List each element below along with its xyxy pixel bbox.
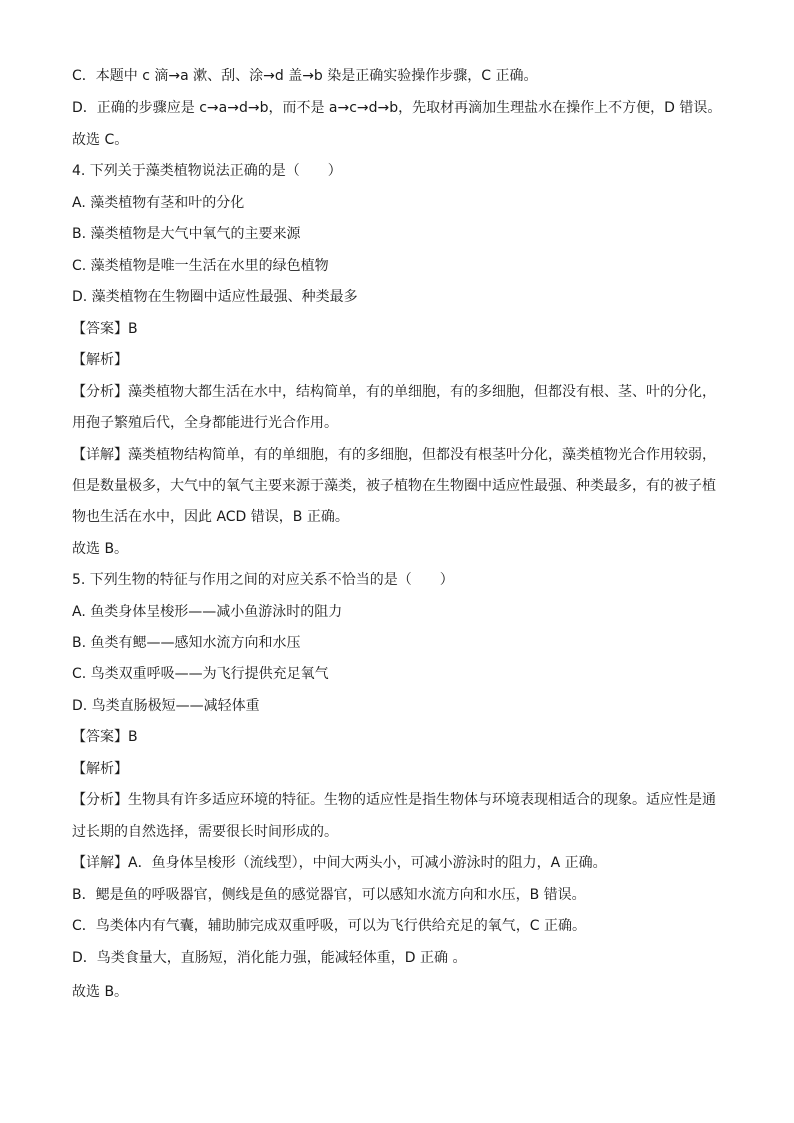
question-4-option-d: D. 藻类植物在生物圈中适应性最强、种类最多 [72, 289, 358, 305]
question-4-option-c: C. 藻类植物是唯一生活在水里的绿色植物 [72, 258, 329, 274]
question-5-option-d: D. 鸟类直肠极短——减轻体重 [72, 698, 260, 714]
question-5-option-b: B. 鱼类有鳃——感知水流方向和水压 [72, 635, 301, 651]
question-5-answer: 【答案】B [72, 729, 138, 745]
question-5-analysis-line-2: 过长期的自然选择，需要很长时间形成的。 [72, 824, 338, 840]
question-4-conclusion: 故选 B。 [72, 541, 129, 557]
question-4-detail-line-3: 物也生活在水中，因此 ACD 错误，B 正确。 [72, 509, 349, 525]
question-5-analysis-line-1: 【分析】生物具有许多适应环境的特征。生物的适应性是指生物体与环境表现相适合的现象。适应性是通 [72, 792, 716, 808]
question-4-analysis-line-2: 用孢子繁殖后代，全身都能进行光合作用。 [72, 415, 338, 431]
question-5-detail-b: B．鳃是鱼的呼吸器官，侧线是鱼的感觉器官，可以感知水流方向和水压，B 错误。 [72, 887, 586, 903]
question-4-analysis-heading: 【解析】 [72, 352, 128, 368]
question-4-detail-line-1: 【详解】藻类植物结构简单，有的单细胞，有的多细胞，但都没有根茎叶分化，藻类植物光合作用较弱， [72, 447, 716, 463]
question-5-detail-d: D．鸟类食量大，直肠短，消化能力强，能减轻体重，D 正确 。 [72, 950, 467, 966]
question-5-option-a: A. 鱼类身体呈梭形——减小鱼游泳时的阻力 [72, 604, 343, 620]
question-4-answer: 【答案】B [72, 321, 138, 337]
answer-option-d-explanation: D．正确的步骤应是 c→a→d→b，而不是 a→c→d→b，先取材再滴加生理盐水在操作上不方便，D 错误。 [72, 100, 722, 116]
question-4-detail-line-2: 但是数量极多，大气中的氧气主要来源于藻类，被子植物在生物圈中适应性最强、种类最多，有的被子植 [72, 478, 716, 494]
answer-option-c-explanation: C．本题中 c 滴→a 漱、刮、涂→d 盖→b 染是正确实验操作步骤，C 正确。 [72, 68, 538, 84]
conclusion-3: 故选 C。 [72, 132, 129, 148]
question-5-conclusion: 故选 B。 [72, 984, 129, 1000]
question-5-analysis-heading: 【解析】 [72, 761, 128, 777]
question-4-stem: 4. 下列关于藻类植物说法正确的是（ ） [72, 163, 342, 179]
question-5-stem: 5. 下列生物的特征与作用之间的对应关系不恰当的是（ ） [72, 572, 454, 588]
question-4-option-a: A. 藻类植物有茎和叶的分化 [72, 195, 245, 211]
question-4-analysis-line-1: 【分析】藻类植物大都生活在水中，结构简单，有的单细胞，有的多细胞，但都没有根、茎、叶的分化， [72, 384, 716, 400]
question-5-option-c: C. 鸟类双重呼吸——为飞行提供充足氧气 [72, 666, 329, 682]
question-5-detail-a: 【详解】A．鱼身体呈梭形（流线型），中间大两头小，可减小游泳时的阻力，A 正确。 [72, 855, 607, 871]
question-5-detail-c: C．鸟类体内有气囊，辅助肺完成双重呼吸，可以为飞行供给充足的氧气，C 正确。 [72, 918, 586, 934]
question-4-option-b: B. 藻类植物是大气中氧气的主要来源 [72, 226, 301, 242]
